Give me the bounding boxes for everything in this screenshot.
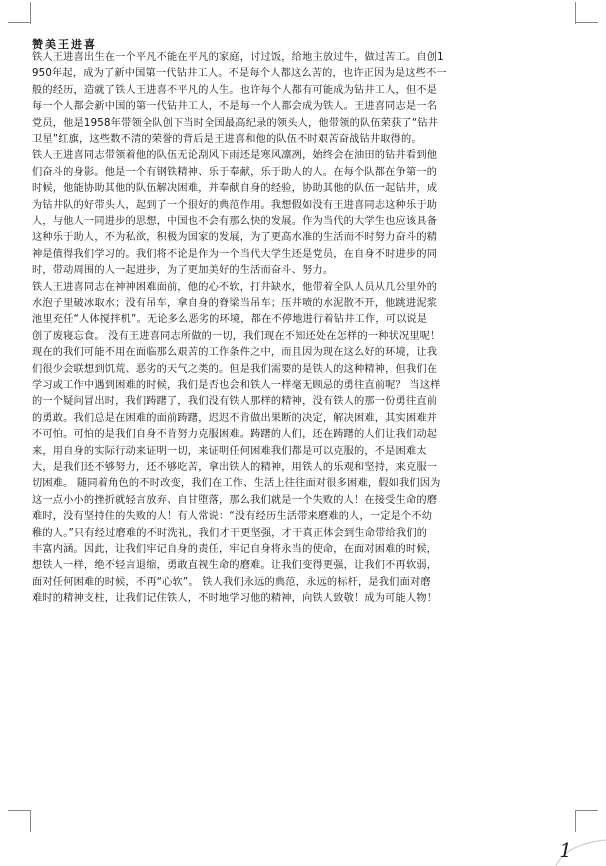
text-line: 切困难。 随同着角色的不时改变，我们在工作、生活上往往面对很多困难，假如我们因为 [32,478,441,490]
text-line: 面对任何困难的时候，不再“心软”。 铁人我们永远的典范，永远的标杆，是我们面对磨 [32,576,431,588]
text-line: 般的经历，造就了铁人王进喜不平凡的人生。也许每个人都有可能成为钻井工人，但不是 [32,84,438,96]
crop-mark-top-right-h [576,22,598,23]
text-line: 不可怕。可怕的是我们自身不肯努力克服困难。踌躇的人们，还在踌躇的人们让我们动起 [32,429,438,441]
crop-mark-bottom-left-h [8,810,30,811]
text-line: 卫星”红旗，这些数不清的荣誉的背后是王进喜和他的队伍不时艰苦奋战钻井取得的。 [32,134,422,145]
text-line: 这一点小小的挫折就轻言放弃、自甘堕落，那么我们就是一个失败的人！在接受生命的磨 [32,494,438,506]
text-line: 池里充任“人体搅拌机”。无论多么恶劣的环境，都在不停地进行着钻井工作，可以说是 [32,314,428,326]
text-line: 们奋斗的身影。他是一个有钢铁精神、乐于奉献，乐于助人的人。在每个队都在争第一的 [32,166,438,178]
text-line: 学习或工作中遇到困难的时候，我们是否也会和铁人一样毫无顾忌的勇往直前呢？ 当这样 [32,380,441,391]
text-line: 创了废寝忘食。 没有王进喜同志所做的一切，我们现在不知还处在怎样的一种状况里呢！ [32,330,441,342]
text-line: 为钻井队的好带头人，起到了一个很好的典范作用。我想假如没有王进喜同志这种乐于助 [32,199,438,211]
text-line: 水泡子里破冰取水；没有吊车，拿自身的脊梁当吊车；压井喷的水泥散不开，他跳进泥浆 [32,298,438,309]
text-line: 来，用自身的实际行动来证明一切，来证明任何困难我们都是可以克服的，不是困难太 [32,445,427,457]
text-line: 时候，他能协助其他的队伍解决困难，并奉献自身的经验，协助其他的队伍一起钻井，成 [32,183,438,195]
text-line: 大，是我们还不够努力，还不够吃苦，拿出铁人的精神，用铁人的乐观和坚持，来克服一 [32,462,438,473]
text-line: 铁人王进喜同志在神神困难面前，他的心不软，打井缺水，他带着全队人员从几公里外的 [32,281,438,293]
text-line: 想铁人一样，绝不轻言退缩，勇敢直视生命的磨难。让我们变得更强，让我们不再软弱， [32,560,438,572]
text-line: 铁人王进喜同志带领着他的队伍无论刮风下雨还是寒风凛冽，始终会在油田的钻井看到他 [32,150,438,162]
crop-mark-top-left-v [30,2,31,24]
text-line: 的勇敢。我们总是在困难的面前踌躇，迟迟不肯做出果断的决定，解决困难，其实困难并 [32,412,438,424]
crop-mark-bottom-left-v [30,810,31,832]
text-line: 神是值得我们学习的。我们将不论是作为一个当代大学生还是党员，在自身不时进步的同 [32,248,438,260]
text-line: 的一个疑问冒出时，我们踌躇了，我们没有铁人那样的精神，没有铁人的那一份勇往直前 [32,396,438,408]
text-line: 时，带动周围的人一起进步，为了更加美好的生活而奋斗、努力。 [32,265,334,277]
crop-mark-top-left-h [8,22,30,23]
crop-mark-top-right-v [575,2,576,24]
essay-title: 赞美王进喜 [32,38,97,51]
text-line: 们很少会联想到饥荒、恶劣的天气之类的。但是我们需要的是铁人的这种精神，但我们在 [32,363,438,375]
page-corner-curl-icon [546,826,606,866]
text-line: 现在的我们可能不用在面临那么艰苦的工作条件之中，而且因为现在这么好的环境，让我 [32,347,438,359]
text-line: 党员，他是1958年带领全队创下当时全国最高纪录的领头人，他带领的队伍荣获了“钻井 [32,117,439,129]
text-line: 这种乐于助人，不为私欲，积极为国家的发展，为了更高水准的生活而不时努力奋斗的精 [32,232,438,244]
text-line: 人，与他人一同进步的思想，中国也不会有那么快的发展。作为当代的大学生也应该具备 [32,216,438,227]
text-line: 难时，没有坚持住的失败的人！有人常说：“没有经历生活带来磨难的人，一定是个不幼 [32,511,433,523]
text-line: 难时的精神支柱，让我们记住铁人，不时地学习他的精神，向铁人致敬！成为可能人物！ [32,593,438,605]
page-number: 1 [559,838,572,862]
text-line: 铁人王进喜出生在一个平凡不能在平凡的家庭，讨过饭，给地主放过牛，做过苦工。自创1 [32,52,444,63]
text-line: 稚的人。”只有经过磨难的不时洗礼，我们才干更坚强，才干真正体会到生命带给我们的 [32,527,428,539]
text-line: 950年起，成为了新中国第一代钻井工人。不是每个人都这么苦的，也许正因为是这些不一 [32,68,447,80]
crop-mark-bottom-right-h [576,810,598,811]
text-line: 丰富内涵。因此，让我们牢记自身的责任，牢记自身将永当的使命，在面对困难的时候， [32,544,438,555]
text-line: 每一个人都会新中国的第一代钻井工人，不是每一个人都会成为铁人。王进喜同志是一名 [32,101,438,113]
